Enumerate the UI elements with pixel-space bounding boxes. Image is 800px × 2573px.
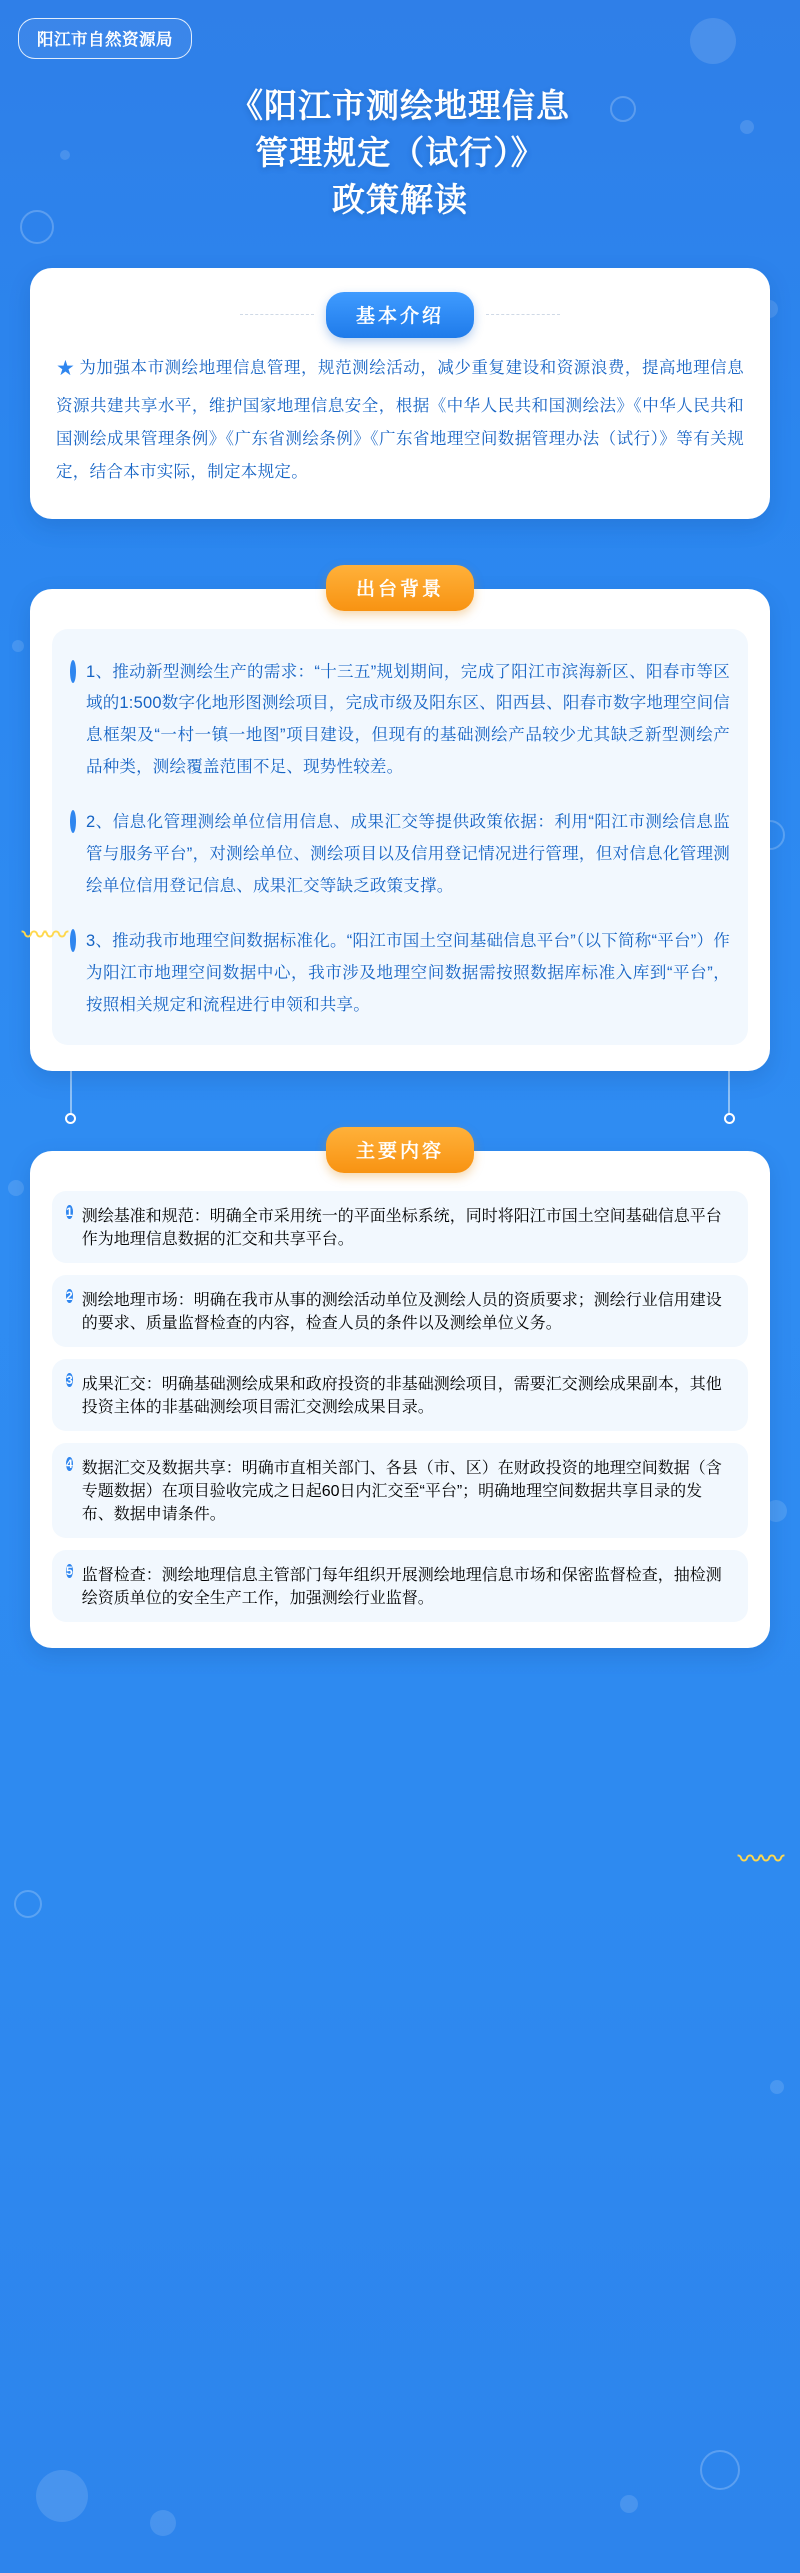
page-header bbox=[0, 0, 800, 232]
connector-line-left bbox=[70, 1071, 72, 1117]
bullet-dot-icon bbox=[70, 932, 76, 1021]
number-badge: 2 bbox=[66, 1289, 73, 1304]
background-section-title: 出台背景 bbox=[326, 565, 474, 611]
intro-card bbox=[30, 268, 770, 519]
list-item bbox=[70, 797, 730, 916]
main-content-section-head bbox=[0, 1127, 800, 1173]
page-title bbox=[0, 83, 800, 224]
page-title-line-2: 管理规定（试行）》 bbox=[255, 133, 545, 171]
background-card bbox=[30, 589, 770, 1072]
organization-tag: 阳江市自然资源局 bbox=[18, 18, 192, 59]
footer-spacer bbox=[0, 1648, 800, 1718]
decor-bubble bbox=[12, 640, 24, 652]
list-item bbox=[52, 1275, 748, 1347]
decor-bubble bbox=[14, 1890, 42, 1918]
connector-node-left bbox=[65, 1113, 76, 1124]
list-item bbox=[70, 916, 730, 1035]
connector-line-right bbox=[728, 1071, 730, 1117]
number-badge: 1 bbox=[66, 1205, 73, 1220]
main-content-item-text: 测绘基准和规范：明确全市采用统一的平面坐标系统，同时将阳江市国土空间基础信息平台作为地理信息数据的汇交和共享平台。 bbox=[81, 1208, 722, 1249]
divider-right bbox=[486, 314, 560, 315]
bullet-dot-icon bbox=[70, 813, 76, 902]
main-content-item-text: 数据汇交及数据共享：明确市直相关部门、各县（市、区）在财政投资的地理空间数据（含专题数据）在项目验收完成之日起60日内汇交至“平台”；明确地理空间数据共享目录的发布、数据申请条件。 bbox=[81, 1460, 722, 1524]
list-item bbox=[70, 647, 730, 798]
background-item-text: 2、信息化管理测绘单位信用信息、成果汇交等提供政策依据：利用“阳江市测绘信息监管与服务平台”，对测绘单位、测绘项目以及信用登记情况进行管理，但对信息化管理测绘单位信用登记信息、成果汇交等缺乏政策支撑。 bbox=[86, 813, 730, 895]
list-item bbox=[52, 1443, 748, 1538]
background-section-head bbox=[0, 565, 800, 611]
decor-bubble bbox=[8, 1180, 24, 1196]
intro-section-head bbox=[30, 292, 770, 338]
intro-text: 为加强本市测绘地理信息管理，规范测绘活动，减少重复建设和资源浪费，提高地理信息资源共建共享水平，维护国家地理信息安全，根据《中华人民共和国测绘法》《中华人民共和国测绘成果管理条例》《广东省测绘条例》《广东省地理空间数据管理办法（试行）》等有关规定，结合本市实际，制定本规定。 bbox=[56, 358, 744, 481]
background-item-text: 3、推动我市地理空间数据标准化。“阳江市国土空间基础信息平台”（以下简称“平台”）作为阳江市地理空间数据中心，我市涉及地理空间数据需按照数据库标准入库到“平台”，按照相关规定和流程进行申领和共享。 bbox=[86, 932, 730, 1014]
main-content-section-title: 主要内容 bbox=[326, 1127, 474, 1173]
main-content-item-text: 测绘地理市场：明确在我市从事的测绘活动单位及测绘人员的资质要求；测绘行业信用建设的要求、质量监督检查的内容，检查人员的条件以及测绘单位义务。 bbox=[81, 1292, 722, 1333]
connector-node-right bbox=[724, 1113, 735, 1124]
decor-bubble bbox=[150, 2510, 176, 2536]
background-list bbox=[52, 629, 748, 1046]
main-content-item-text: 监督检查：测绘地理信息主管部门每年组织开展测绘地理信息市场和保密监督检查，抽检测绘资质单位的安全生产工作，加强测绘行业监督。 bbox=[81, 1567, 722, 1608]
intro-section-title: 基本介绍 bbox=[326, 292, 474, 338]
divider-left bbox=[240, 314, 314, 315]
main-content-card bbox=[30, 1151, 770, 1648]
zigzag-decoration: 〰〰 bbox=[22, 922, 66, 949]
background-item-text: 1、推动新型测绘生产的需求：“十三五”规划期间，完成了阳江市滨海新区、阳春市等区域的1:500数字化地形图测绘项目，完成市级及阳东区、阳西县、阳春市数字地理空间信息框架及“一村一镇一地图”项目建设，但现有的基础测绘产品较少尤其缺乏新型测绘产品种类，测绘覆盖范围不足、现势性较差。 bbox=[86, 662, 730, 776]
list-item bbox=[52, 1191, 748, 1263]
page-title-line-3: 政策解读 bbox=[332, 180, 468, 218]
main-content-item-text: 成果汇交：明确基础测绘成果和政府投资的非基础测绘项目，需要汇交测绘成果副本，其他投资主体的非基础测绘项目需汇交测绘成果目录。 bbox=[81, 1376, 722, 1417]
star-icon: ★ bbox=[56, 356, 76, 380]
bullet-dot-icon bbox=[70, 663, 76, 784]
decor-bubble bbox=[700, 2450, 740, 2490]
number-badge: 5 bbox=[66, 1564, 73, 1579]
intro-body bbox=[56, 348, 744, 489]
page-title-line-1: 《阳江市测绘地理信息 bbox=[230, 87, 570, 124]
zigzag-decoration: 〰〰 bbox=[738, 1846, 782, 1873]
number-badge: 3 bbox=[66, 1373, 73, 1388]
decor-bubble bbox=[36, 2470, 88, 2522]
decor-bubble bbox=[620, 2495, 638, 2513]
list-item bbox=[52, 1550, 748, 1622]
list-item bbox=[52, 1359, 748, 1431]
decor-bubble bbox=[770, 2080, 784, 2094]
section-connector bbox=[0, 1071, 800, 1127]
number-badge: 4 bbox=[66, 1457, 73, 1472]
